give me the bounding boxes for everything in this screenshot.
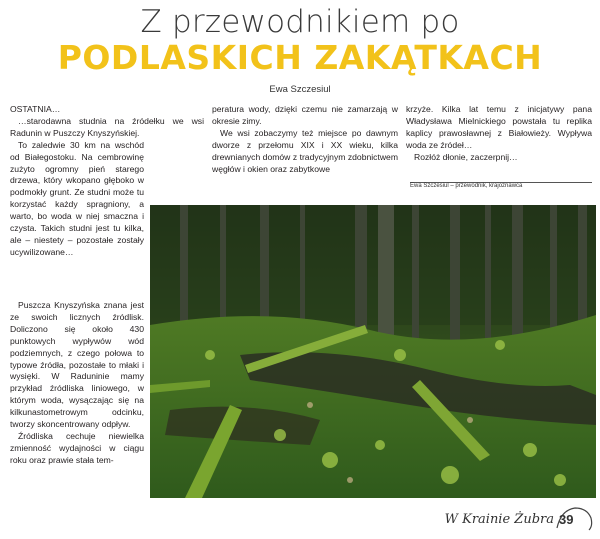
paragraph: To zaledwie 30 km na wschód od Białegostoku. Na cembrowinę zużyto ogromny pień starego drzewa, który wkopano głęboko w podmokły grunt. Ze studni może tu korzystać każdy spragniony, a warto, bo woda w niej smaczna i czysta. Takich studni jest tu kilka, ale – niestety – pozostałe zostały ucywilizowane… bbox=[10, 139, 144, 257]
paragraph: Puszcza Knyszyńska znana jest ze swoich licznych źródlisk. Doliczono się około 430 punktowych wypływów wód podziemnych, z czego połowa to typowe źródła, pozostałe to młaki i wysięki. W Raduninie mamy przykład źródliska liniowego, w którym woda, wysączając się na kilkunastometrowym odcinku, tworzy skoncentrowany odpływ. bbox=[10, 300, 144, 430]
forest-photo bbox=[150, 205, 596, 498]
column-2 bbox=[212, 104, 398, 175]
headline-line2: PODLASKICH ZAKĄTKACH bbox=[57, 38, 543, 77]
column-3 bbox=[406, 104, 592, 164]
page-number: 39 bbox=[559, 512, 574, 527]
page-number-badge bbox=[555, 504, 595, 534]
paragraph: Źródliska cechuje niewielka zmienność wydajności w ciągu roku oraz prawie stała tem- bbox=[10, 430, 144, 465]
paragraph: peratura wody, dzięki czemu nie zamarzają w okresie zimy. bbox=[212, 104, 398, 126]
paragraph: krzyże. Kilka lat temu z inicjatywy pana Władysława Mielnickiego powstała tu replika kaplicy prawosławnej z Białowieży. Wypływa woda ze źródeł… bbox=[406, 104, 592, 150]
headline-line1: Z przewodnikiem po bbox=[140, 4, 460, 40]
paragraph: …starodawna studnia na źródełku we wsi Radunin w Puszczy Knyszyńskiej. bbox=[10, 115, 204, 138]
section-heading: OSTATNIA… bbox=[10, 104, 61, 114]
column-1-bottom bbox=[10, 300, 144, 467]
paragraph: We wsi zobaczymy też miejsce po dawnym dworze z przełomu XIX i XX wieku, kilka drewnianych domów z tradycyjnym zdobnictwem węgłów i okien oraz zabytkowe bbox=[212, 127, 398, 174]
magazine-title: W Krainie Żubra bbox=[444, 512, 554, 527]
byline: Ewa Szczesiul bbox=[269, 84, 331, 95]
paragraph: Rozłóż dłonie, zaczerpnij… bbox=[414, 151, 518, 162]
author-caption: Ewa Szczesiul – przewodnik, krajoznawca bbox=[410, 183, 523, 189]
